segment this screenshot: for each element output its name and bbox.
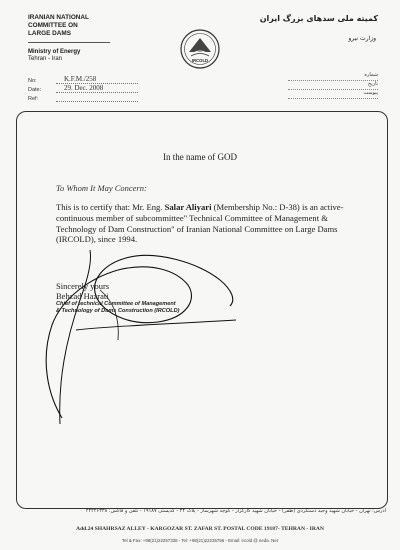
closing-block (56, 281, 109, 301)
signer-title-line: Chief of technical Committee of Management (56, 301, 176, 307)
org-line: LARGE DAMS (28, 30, 71, 37)
footer-address-persian: آدرس: تهران - خیابان شهید وحید دستگردی (ظفر) - خیابان شهید کارگزار - کوچه شهرساز - پلاک ۲۴ - کدپستی ۱۹۱۸۷ - تلفن و فاکس: ۲۲۲۲۶۳۳۸ (85, 508, 386, 514)
no-label: No: (28, 78, 37, 84)
footer-contact: Tel & Fax: +98(21)22257338 - Tel: +98(21)22235756 - Email: ircold @ neda. Net (122, 538, 278, 543)
org-line: IRANIAN NATIONAL (28, 14, 89, 21)
letter-heading: In the name of GOD (163, 152, 237, 162)
no-value: K.F.M./258 (56, 75, 138, 84)
ministry-persian: وزارت نیرو (348, 35, 376, 42)
body-suffix: (Membership No.: D-38) is an active-continuous member of subcommittee" Technical Committee of Management & Technology of Dam Construction" of Iranian National Committee on Large Dams (IRCOLD), since 1994. (56, 202, 344, 245)
city: Tehran - Iran (28, 56, 63, 62)
body-prefix: This is to certify that: Mr. Eng. (56, 202, 165, 212)
signer-title (56, 301, 179, 315)
ministry-name: Ministry of Energy (28, 49, 81, 55)
persian-field-attachment: پیوست (288, 90, 378, 99)
date-value: 29. Dec. 2008 (56, 84, 138, 93)
org-line: COMMITTEE ON (28, 22, 78, 29)
closing-text: Sincerely yours (56, 281, 110, 291)
persian-field-number: شماره (288, 72, 378, 81)
member-name: Salar Aliyari (164, 202, 212, 212)
ref-label: Ref: (28, 96, 39, 102)
logo-text: IRCOLD (191, 58, 209, 63)
salutation: To Whom It May Concern: (56, 183, 147, 193)
organization-name-persian: کمیته ملی سدهای بزرگ ایران (259, 14, 378, 23)
footer-address-english: Add.24 SHAHRSAZ ALLEY - KARGOZAR ST. ZAFAR ST. POSTAL CODE 19187- TEHRAN - IRAN (76, 526, 324, 532)
date-label: Date: (28, 87, 42, 93)
persian-field-date: تاریخ (288, 81, 378, 90)
signer-name: Behzad Hazrati (56, 291, 109, 301)
signer-title-line: & Technology of Dams Construction (IRCOLD) (56, 308, 180, 314)
